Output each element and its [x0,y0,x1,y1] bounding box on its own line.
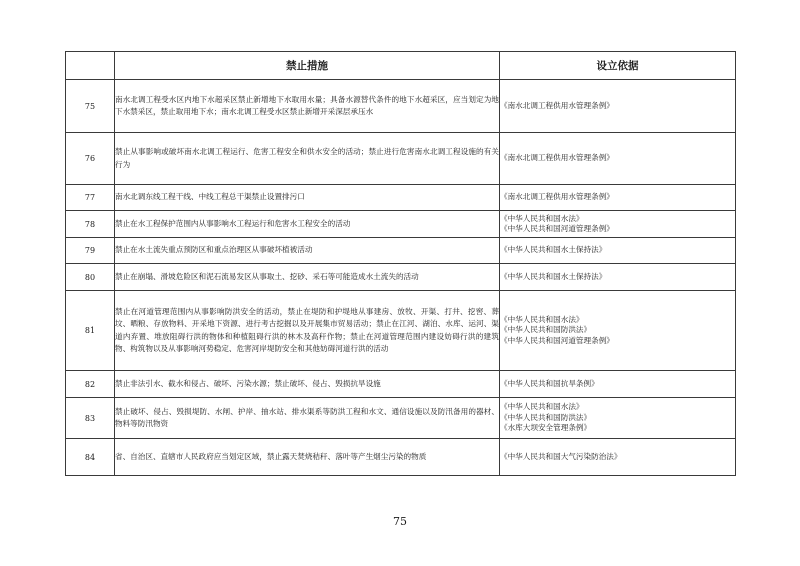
row-basis [500,80,736,133]
row-number: 78 [66,211,115,238]
basis-law: 《中华人民共和国水法》 [500,213,584,223]
table-header-row [66,52,736,80]
basis-law: 《中华人民共和国河道管理条例》 [500,335,614,345]
row-basis [500,291,736,371]
row-number: 83 [66,398,115,439]
row-basis [500,439,736,476]
row-measure: 禁止在水土流失重点预防区和重点治理区从事破坏植被活动 [115,238,500,264]
table-row [66,398,736,439]
row-measure: 禁止非法引水、截水和侵占、破坏、污染水源；禁止破坏、侵占、毁损抗旱设施 [115,371,500,398]
row-measure: 禁止在水工程保护范围内从事影响水工程运行和危害水工程安全的活动 [115,211,500,238]
header-basis: 设立依据 [500,52,736,80]
basis-law: 《南水北调工程供用水管理条例》 [500,153,614,163]
basis-law: 《中华人民共和国水土保持法》 [500,245,607,255]
row-number: 84 [66,439,115,476]
header-number [66,52,115,80]
basis-law: 《中华人民共和国防洪法》 [500,412,592,422]
basis-law: 《中华人民共和国河道管理条例》 [500,224,614,233]
basis-law: 《南水北调工程供用水管理条例》 [500,192,614,202]
row-number: 75 [66,80,115,133]
prohibition-table [65,51,736,476]
row-measure: 南水北调东线工程干线、中线工程总干渠禁止设置排污口 [115,185,500,211]
header-measure: 禁止措施 [115,52,500,80]
row-basis [500,133,736,185]
table-row [66,133,736,185]
row-basis [500,238,736,264]
row-basis [500,211,736,238]
row-basis [500,264,736,291]
row-number: 77 [66,185,115,211]
row-measure: 禁止在崩塌、滑坡危险区和泥石流易发区从事取土、挖砂、采石等可能造成水土流失的活动 [115,264,500,291]
table-row [66,371,736,398]
page-number: 75 [393,515,407,528]
row-measure: 禁止破坏、侵占、毁损堤防、水闸、护岸、抽水站、排水渠系等防洪工程和水文、通信设施以及防汛备用的器材、物料等防汛物资 [115,398,500,439]
table-row [66,439,736,476]
row-number: 80 [66,264,115,291]
basis-law: 《中华人民共和国水土保持法》 [500,271,607,281]
table-row [66,211,736,238]
basis-law: 《中华人民共和国水法》 [500,402,584,412]
row-basis [500,185,736,211]
table-row [66,80,736,133]
table-row [66,264,736,291]
table-row [66,185,736,211]
row-measure: 南水北调工程受水区内地下水超采区禁止新增地下水取用水量；具备水源替代条件的地下水超采区，应当划定为地下水禁采区，禁止取用地下水；南水北调工程受水区禁止新增开采深层承压水 [115,80,500,133]
basis-law: 《南水北调工程供用水管理条例》 [500,100,614,110]
row-basis [500,371,736,398]
row-measure: 禁止从事影响或破坏南水北调工程运行、危害工程安全和供水安全的活动；禁止进行危害南水北调工程设施的有关行为 [115,133,500,185]
basis-law: 《中华人民共和国大气污染防治法》 [500,451,622,461]
basis-law: 《中华人民共和国防洪法》 [500,325,592,335]
basis-law: 《中华人民共和国水法》 [500,314,584,324]
table-row [66,291,736,371]
row-measure: 省、自治区、直辖市人民政府应当划定区域，禁止露天焚烧秸秆、落叶等产生烟尘污染的物质 [115,439,500,476]
row-number: 81 [66,291,115,371]
row-number: 76 [66,133,115,185]
table-row [66,238,736,264]
basis-law: 《中华人民共和国抗旱条例》 [500,378,599,388]
row-number: 79 [66,238,115,264]
row-basis [500,398,736,439]
row-measure: 禁止在河道管理范围内从事影响防洪安全的活动，禁止在堤防和护堤地从事建房、放牧、开渠、打井、挖窖、葬坟、晒粮、存放物料、开采地下资源、进行考古挖掘以及开展集市贸易活动；禁止在江河、湖泊、水库、运河、渠道内弃置、堆放阻碍行洪的物体和种植阻碍行洪的林木及高秆作物；禁止在河道管理范围内建设妨碍行洪的建筑物、构筑物以及从事影响河势稳定、危害河岸堤防安全和其他妨碍河道行洪的活动 [115,291,500,371]
basis-law: 《水库大坝安全管理条例》 [500,423,592,433]
row-number: 82 [66,371,115,398]
